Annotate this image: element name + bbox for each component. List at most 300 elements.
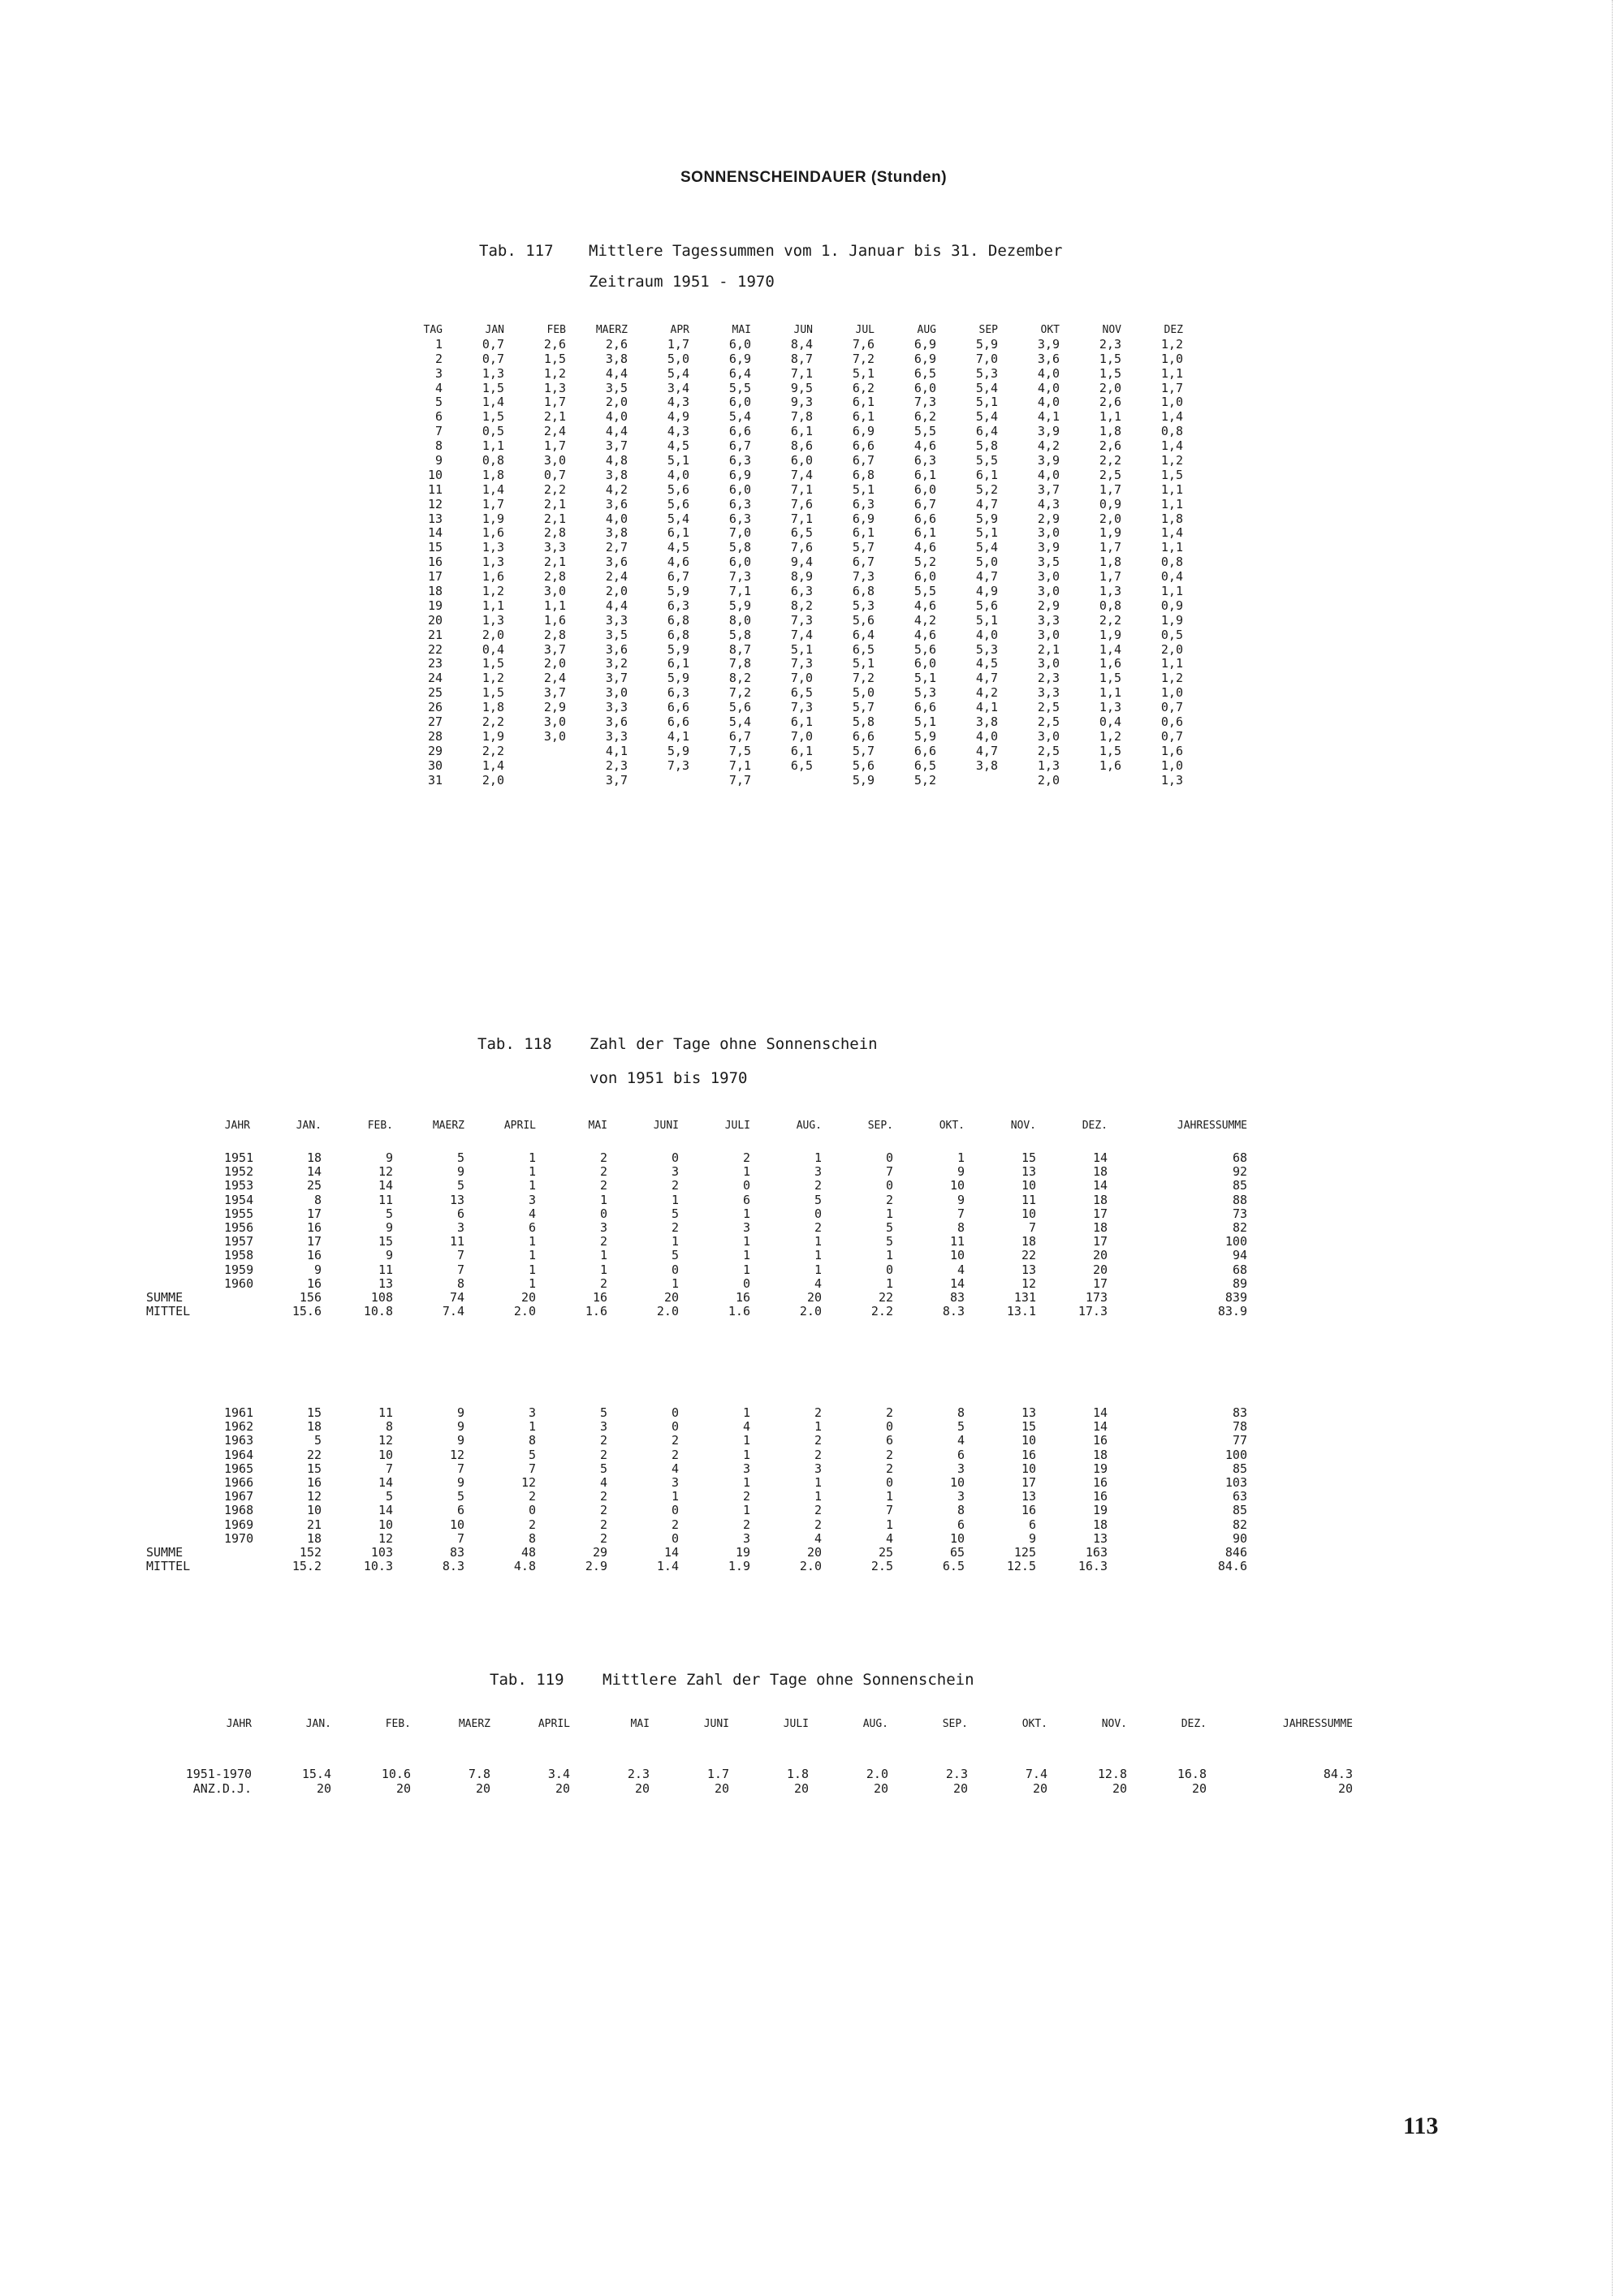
tab117-value-cell: 1,1 xyxy=(1160,584,1183,599)
tab118-value-cell: 10 xyxy=(1021,1206,1036,1221)
tab118-value-cell: 78 xyxy=(1232,1419,1247,1435)
tab117-value-cell: 3,7 xyxy=(543,641,566,657)
tab118-value-cell: 8 xyxy=(313,1192,322,1207)
tab117-row xyxy=(410,730,1183,744)
tab118-value-cell: 1 xyxy=(528,1275,536,1291)
tab117-row xyxy=(410,526,1183,541)
tab117-value-cell xyxy=(504,759,566,774)
tab119-header-cell: FEB. xyxy=(385,1718,411,1730)
tab117-value-cell: 3,8 xyxy=(605,467,628,482)
tab118-row-label xyxy=(146,1151,224,1165)
tab117-value-cell: 2,5 xyxy=(1037,714,1060,730)
tab117-value-cell: 2,6 xyxy=(1099,438,1121,454)
tab117-value-cell: 6,8 xyxy=(852,467,875,482)
tab117-value-cell: 6,6 xyxy=(914,511,936,526)
tab118-row-label xyxy=(146,1193,224,1207)
tab117-value-cell: 5,1 xyxy=(975,525,998,541)
tab118-value-cell: 7 xyxy=(885,1164,893,1180)
tab119-header-row xyxy=(162,1718,1353,1767)
tab119-count-cell: 20 xyxy=(793,1781,809,1796)
tab119-mean-cell: 3.4 xyxy=(547,1767,570,1781)
tab117-value-cell: 2,9 xyxy=(1037,598,1060,613)
tab118-value-cell: 4 xyxy=(528,1206,536,1221)
tab118-row-label xyxy=(146,1504,224,1517)
tab117-value-cell: 6,6 xyxy=(667,714,689,730)
tab118-value-cell: 4 xyxy=(814,1530,822,1546)
tab118-value-cell: 1 xyxy=(671,1275,679,1291)
tab117-value-cell: 1,5 xyxy=(1099,743,1121,758)
tab118-value-cell: 2 xyxy=(599,1150,607,1165)
tab117-value-cell: 4,6 xyxy=(667,555,689,570)
tab118-value-cell: 18 xyxy=(306,1150,322,1165)
tab118-value-cell: 7 xyxy=(1028,1219,1036,1235)
tab118-value-cell: 103 xyxy=(370,1544,393,1560)
tab117-value-cell: 1,3 xyxy=(543,380,566,395)
tab117-value-cell: 2,1 xyxy=(1037,641,1060,657)
tab117-value-cell: 6,6 xyxy=(914,700,936,715)
tab117-header-cell: JUL xyxy=(855,324,875,336)
tab119-count-cell: 20 xyxy=(1191,1781,1207,1796)
tab118-value-cell: 2.2 xyxy=(870,1304,893,1319)
tab118-value-cell: 2 xyxy=(885,1405,893,1420)
tab118-header-cell: AUG. xyxy=(796,1120,822,1132)
tab118-row-label: SUMME xyxy=(146,1289,184,1305)
tab118-header-cell: JUNI xyxy=(653,1120,679,1132)
tab117-value-cell: 0,7 xyxy=(1160,728,1183,744)
tab118-value-cell: 9 xyxy=(456,1474,464,1490)
tab117-value-cell: 3,7 xyxy=(605,438,628,454)
tab117-value-cell: 3,7 xyxy=(543,685,566,701)
tab117-header-cell: MAERZ xyxy=(595,324,628,336)
tab118-year-cell: 1952 xyxy=(224,1164,254,1180)
tab118-value-cell: 19 xyxy=(1092,1503,1108,1518)
tab118-value-cell: 18 xyxy=(1092,1447,1108,1462)
tab118-header-cell: MAI xyxy=(588,1120,607,1132)
tab117-value-cell: 1,5 xyxy=(482,656,504,671)
tab117-value-cell: 2,0 xyxy=(482,772,504,788)
tab118-value-cell: 2 xyxy=(742,1517,750,1532)
tab118-value-cell: 1 xyxy=(528,1248,536,1263)
tab118-value-cell: 3 xyxy=(528,1405,536,1420)
tab118-value-cell: 11 xyxy=(378,1262,393,1277)
tab117-value-cell: 5,3 xyxy=(852,598,875,613)
tab118-value-cell: 68 xyxy=(1232,1150,1247,1165)
tab117-value-cell: 4,1 xyxy=(1037,409,1060,425)
tab118-mittel-row xyxy=(146,1560,1247,1573)
tab118-value-cell: 16 xyxy=(306,1219,322,1235)
tab117-value-cell: 5,3 xyxy=(914,685,936,701)
tab117-value-cell: 6,5 xyxy=(790,685,813,701)
tab118-value-cell: 10 xyxy=(449,1517,464,1532)
tab117-value-cell: 1,5 xyxy=(1099,365,1121,381)
tab118-value-cell: 0 xyxy=(528,1503,536,1518)
tab117-value-cell: 4,2 xyxy=(605,481,628,497)
tab118-value-cell: 2 xyxy=(599,1489,607,1504)
tab118-value-cell: 1 xyxy=(814,1248,822,1263)
tab117-value-cell: 1,7 xyxy=(1099,540,1121,555)
tab118-value-cell: 0 xyxy=(885,1419,893,1435)
tab117-value-cell: 7,8 xyxy=(728,656,751,671)
tab117-value-cell: 1,4 xyxy=(1160,525,1183,541)
tab117-value-cell: 1,9 xyxy=(1099,525,1121,541)
tab118-value-cell: 90 xyxy=(1232,1530,1247,1546)
tab118-value-cell: 2.5 xyxy=(870,1559,893,1574)
tab118-caption-text: Zahl der Tage ohne Sonnenschein xyxy=(590,1035,878,1053)
tab117-header-cell: MAI xyxy=(732,324,751,336)
tab119-header-cell: JUNI xyxy=(703,1718,729,1730)
tab118-value-cell: 19 xyxy=(735,1544,750,1560)
tab117-value-cell: 6,3 xyxy=(914,453,936,468)
tab117-day-cell: 25 xyxy=(427,685,443,701)
tab118-value-cell: 2 xyxy=(814,1433,822,1448)
tab118-value-cell: 0 xyxy=(814,1206,822,1221)
tab118-value-cell: 1.6 xyxy=(585,1304,607,1319)
tab117-value-cell: 3,0 xyxy=(1037,525,1060,541)
tab117-value-cell: 0,7 xyxy=(482,351,504,366)
tab118-value-cell: 173 xyxy=(1085,1289,1108,1305)
tab118-value-cell: 4.8 xyxy=(513,1559,536,1574)
tab117-value-cell: 2,9 xyxy=(1037,511,1060,526)
tab118-value-cell: 3 xyxy=(671,1474,679,1490)
tab118-value-cell: 5 xyxy=(456,1178,464,1193)
tab117-value-cell: 7,6 xyxy=(790,496,813,511)
tab118-value-cell: 1 xyxy=(528,1234,536,1249)
tab118-value-cell: 1 xyxy=(599,1262,607,1277)
tab117-value-cell: 4,7 xyxy=(975,569,998,585)
tab117-value-cell: 6,1 xyxy=(790,714,813,730)
tab118-row-label xyxy=(146,1263,224,1277)
tab118-value-cell: 63 xyxy=(1232,1489,1247,1504)
tab118-value-cell: 18 xyxy=(1021,1234,1036,1249)
tab117-value-cell: 4,0 xyxy=(605,511,628,526)
tab118-value-cell: 3 xyxy=(742,1219,750,1235)
tab118-row-label xyxy=(146,1532,224,1546)
tab118-value-cell: 5 xyxy=(385,1489,393,1504)
tab117-value-cell: 4,2 xyxy=(1037,438,1060,454)
tab117-value-cell: 1,4 xyxy=(1160,438,1183,454)
tab117-value-cell: 6,6 xyxy=(914,743,936,758)
tab118-row-label xyxy=(146,1249,224,1262)
tab117-value-cell: 0,8 xyxy=(482,453,504,468)
tab117-value-cell: 7,2 xyxy=(852,671,875,686)
tab117-value-cell: 5,8 xyxy=(975,438,998,454)
tab118-value-cell: 12 xyxy=(378,1433,393,1448)
tab117-value-cell: 1,4 xyxy=(482,481,504,497)
tab117-value-cell: 7,0 xyxy=(790,728,813,744)
tab117-value-cell: 5,9 xyxy=(667,743,689,758)
tab117-value-cell: 3,6 xyxy=(605,641,628,657)
tab117-header-row xyxy=(410,323,1183,338)
tab118-value-cell: 20 xyxy=(663,1289,679,1305)
tab118-value-cell: 0 xyxy=(671,1405,679,1420)
tab118-value-cell: 125 xyxy=(1013,1544,1036,1560)
tab117-value-cell: 7,1 xyxy=(790,365,813,381)
tab117-value-cell: 1,8 xyxy=(1160,511,1183,526)
tab118-value-cell: 1 xyxy=(742,1433,750,1448)
tab118-value-cell: 18 xyxy=(1092,1192,1108,1207)
tab118-value-cell: 17.3 xyxy=(1078,1304,1108,1319)
tab118-row-label xyxy=(146,1490,224,1504)
tab117-value-cell: 2,1 xyxy=(543,409,566,425)
tab117-value-cell: 4,6 xyxy=(914,438,936,454)
tab117-value-cell: 2,3 xyxy=(1099,336,1121,352)
tab117-value-cell: 1,9 xyxy=(482,511,504,526)
tab118-value-cell: 7 xyxy=(385,1461,393,1476)
tab118-value-cell: 15 xyxy=(306,1461,322,1476)
tab117-value-cell: 5,9 xyxy=(975,336,998,352)
tab117-value-cell: 4,0 xyxy=(975,627,998,642)
tab117-value-cell: 5,1 xyxy=(914,714,936,730)
tab117-value-cell: 3,7 xyxy=(605,671,628,686)
tab118-value-cell: 2 xyxy=(814,1517,822,1532)
tab118-value-cell: 83 xyxy=(949,1289,965,1305)
tab118-header-cell: NOV. xyxy=(1010,1120,1036,1132)
tab117-value-cell: 5,5 xyxy=(914,424,936,439)
tab119-mean-cell: 12.8 xyxy=(1097,1767,1127,1781)
tab118-header-cell: DEZ. xyxy=(1082,1120,1108,1132)
tab118-value-cell: 9 xyxy=(957,1164,965,1180)
tab117-value-cell: 1,2 xyxy=(482,671,504,686)
tab117-header-cell: JUN xyxy=(793,324,813,336)
tab117-day-cell: 9 xyxy=(434,453,443,468)
tab118-row-label xyxy=(146,1406,224,1420)
tab118-value-cell: 1 xyxy=(528,1164,536,1180)
tab117-day-cell: 6 xyxy=(434,409,443,425)
tab117-value-cell: 6,0 xyxy=(914,380,936,395)
tab117-value-cell: 1,6 xyxy=(1099,757,1121,773)
tab117-value-cell: 1,6 xyxy=(1160,743,1183,758)
tab117-value-cell: 0,8 xyxy=(1099,598,1121,613)
tab117-value-cell xyxy=(751,774,813,788)
tab118-row xyxy=(146,1434,1247,1448)
tab117-row xyxy=(410,439,1183,454)
tab118-value-cell: 1 xyxy=(528,1262,536,1277)
tab117-value-cell: 8,2 xyxy=(790,598,813,613)
tab117-value-cell: 1,4 xyxy=(1160,409,1183,425)
tab117-value-cell: 7,1 xyxy=(728,584,751,599)
tab118-value-cell: 3 xyxy=(671,1164,679,1180)
tab117-value-cell: 3,9 xyxy=(1037,424,1060,439)
tab117-value-cell: 7,3 xyxy=(914,395,936,410)
tab118-value-cell: 1.6 xyxy=(728,1304,750,1319)
tab117-value-cell: 0,6 xyxy=(1160,714,1183,730)
tab117-value-cell: 0,5 xyxy=(1160,627,1183,642)
tab117-row xyxy=(410,759,1183,774)
tab117-value-cell: 5,0 xyxy=(852,685,875,701)
tab119-mean-cell: 2.3 xyxy=(627,1767,650,1781)
tab117-header-cell: DEZ xyxy=(1164,324,1183,336)
tab118-value-cell: 5 xyxy=(599,1461,607,1476)
tab118-value-cell: 1 xyxy=(742,1234,750,1249)
tab117-value-cell: 5,2 xyxy=(975,481,998,497)
tab117-value-cell: 1,7 xyxy=(1160,380,1183,395)
tab117-value-cell: 8,7 xyxy=(728,641,751,657)
tab119-header-cell: NOV. xyxy=(1101,1718,1127,1730)
tab117-day-cell: 28 xyxy=(427,728,443,744)
tab117-value-cell: 4,1 xyxy=(667,728,689,744)
tab117-caption-number: Tab. 117 xyxy=(479,242,554,260)
tab118-value-cell: 6 xyxy=(742,1192,750,1207)
tab117-day-cell: 20 xyxy=(427,612,443,628)
tab118-value-cell: 2 xyxy=(671,1517,679,1532)
tab117-row xyxy=(410,454,1183,468)
tab117-value-cell: 6,1 xyxy=(790,424,813,439)
tab118-value-cell: 5 xyxy=(313,1433,322,1448)
tab117-value-cell: 2,9 xyxy=(543,700,566,715)
tab118-value-cell: 1 xyxy=(742,1503,750,1518)
tab117-value-cell: 1,6 xyxy=(1099,656,1121,671)
tab118-value-cell: 12 xyxy=(378,1164,393,1180)
tab117-day-cell: 5 xyxy=(434,395,443,410)
tab118-value-cell: 2 xyxy=(599,1530,607,1546)
tab117-value-cell: 5,9 xyxy=(667,584,689,599)
tab118-value-cell: 6 xyxy=(957,1447,965,1462)
tab118-year-cell xyxy=(224,1546,250,1560)
tab117-day-cell: 19 xyxy=(427,598,443,613)
tab118-row-label xyxy=(146,1207,224,1221)
tab117-value-cell: 5,0 xyxy=(667,351,689,366)
tab117-value-cell: 4,4 xyxy=(605,424,628,439)
tab118-value-cell: 4 xyxy=(671,1461,679,1476)
tab117-row xyxy=(410,715,1183,730)
tab118-value-cell: 1 xyxy=(528,1150,536,1165)
tab118-year-cell: 1957 xyxy=(224,1234,254,1249)
tab117-value-cell: 5,4 xyxy=(667,511,689,526)
tab118-row xyxy=(146,1151,1247,1165)
tab118-value-cell: 8 xyxy=(957,1405,965,1420)
tab117-value-cell: 1,1 xyxy=(1160,496,1183,511)
tab118-caption-number: Tab. 118 xyxy=(477,1035,552,1053)
tab117-value-cell: 2,1 xyxy=(543,511,566,526)
tab117-value-cell: 7,2 xyxy=(852,351,875,366)
tab118-value-cell: 3 xyxy=(528,1192,536,1207)
tab118-value-cell: 2 xyxy=(528,1489,536,1504)
tab118-value-cell: 73 xyxy=(1232,1206,1247,1221)
tab118-value-cell: 13 xyxy=(1021,1262,1036,1277)
tab118-value-cell: 89 xyxy=(1232,1275,1247,1291)
tab119-mean-cell: 16.8 xyxy=(1177,1767,1207,1781)
tab117-value-cell: 1,1 xyxy=(1160,365,1183,381)
tab119-row-label: ANZ.D.J. xyxy=(192,1781,252,1796)
tab118-value-cell: 17 xyxy=(306,1206,322,1221)
tab117-value-cell: 5,1 xyxy=(790,641,813,657)
tab117-value-cell: 7,1 xyxy=(728,757,751,773)
tab117-value-cell: 7,4 xyxy=(790,467,813,482)
tab118-header-cell: SEP. xyxy=(867,1120,893,1132)
tab118-value-cell: 1 xyxy=(885,1489,893,1504)
tab117-row xyxy=(410,671,1183,686)
tab117-value-cell: 4,3 xyxy=(667,395,689,410)
tab117-value-cell: 4,1 xyxy=(975,700,998,715)
tab117-value-cell: 0,7 xyxy=(482,336,504,352)
tab117-value-cell: 5,6 xyxy=(852,612,875,628)
tab118-row xyxy=(146,1277,1247,1291)
tab117-value-cell: 3,2 xyxy=(605,656,628,671)
tab117-day-cell: 23 xyxy=(427,656,443,671)
tab119-count-cell: 20 xyxy=(555,1781,570,1796)
tab118-year-cell: 1958 xyxy=(224,1248,254,1263)
tab117-value-cell: 1,9 xyxy=(482,728,504,744)
tab118-value-cell: 19 xyxy=(1092,1461,1108,1476)
tab118-value-cell: 1 xyxy=(814,1262,822,1277)
tab118-value-cell: 83.9 xyxy=(1217,1304,1247,1319)
tab117-value-cell: 0,4 xyxy=(482,641,504,657)
tab117-value-cell: 5,4 xyxy=(728,714,751,730)
tab118-value-cell: 16 xyxy=(306,1474,322,1490)
tab117-value-cell: 2,0 xyxy=(1160,641,1183,657)
tab118-value-cell: 1 xyxy=(885,1517,893,1532)
tab118-value-cell: 839 xyxy=(1224,1289,1247,1305)
tab118-value-cell: 17 xyxy=(306,1234,322,1249)
tab117-value-cell: 1,1 xyxy=(1160,481,1183,497)
tab118-value-cell: 0 xyxy=(671,1150,679,1165)
tab118-value-cell: 6 xyxy=(1028,1517,1036,1532)
tab117-value-cell: 1,7 xyxy=(1099,569,1121,585)
tab117-value-cell: 5,1 xyxy=(914,671,936,686)
tab117-value-cell: 2,0 xyxy=(1037,772,1060,788)
tab118-value-cell: 5 xyxy=(957,1419,965,1435)
tab118-value-cell: 84.6 xyxy=(1217,1559,1247,1574)
tab118-value-cell: 12.5 xyxy=(1006,1559,1036,1574)
tab118-value-cell: 14 xyxy=(1092,1419,1108,1435)
tab118-value-cell: 2.9 xyxy=(585,1559,607,1574)
tab117-value-cell: 5,8 xyxy=(852,714,875,730)
tab117-value-cell: 6,9 xyxy=(728,467,751,482)
tab117-value-cell: 1,3 xyxy=(1099,700,1121,715)
tab117-value-cell: 5,4 xyxy=(667,365,689,381)
tab118-value-cell: 0 xyxy=(671,1262,679,1277)
tab117-value-cell: 3,0 xyxy=(1037,656,1060,671)
tab118-value-cell: 2 xyxy=(885,1192,893,1207)
tab118-value-cell: 2 xyxy=(885,1447,893,1462)
tab119-header-cell: AUG. xyxy=(862,1718,888,1730)
tab118-year-cell: 1960 xyxy=(224,1275,254,1291)
tab117-value-cell: 2,4 xyxy=(605,569,628,585)
tab117-day-cell: 17 xyxy=(427,569,443,585)
tab118-value-cell: 4 xyxy=(957,1262,965,1277)
tab119-mean-cell: 1.8 xyxy=(786,1767,809,1781)
tab118-value-cell: 0 xyxy=(742,1275,750,1291)
tab117-value-cell: 3,4 xyxy=(667,380,689,395)
tab118-value-cell: 1 xyxy=(814,1489,822,1504)
tab118-value-cell: 14 xyxy=(306,1164,322,1180)
tab117-value-cell: 6,1 xyxy=(914,525,936,541)
tab118-row xyxy=(146,1165,1247,1179)
tab118-value-cell: 20 xyxy=(806,1289,822,1305)
tab118-value-cell: 1 xyxy=(742,1248,750,1263)
tab118-value-cell: 22 xyxy=(1021,1248,1036,1263)
tab117-value-cell: 1,1 xyxy=(1099,409,1121,425)
tab117-value-cell: 6,8 xyxy=(852,584,875,599)
tab118-value-cell: 25 xyxy=(306,1178,322,1193)
tab118-value-cell: 7 xyxy=(456,1262,464,1277)
tab118-value-cell: 7 xyxy=(456,1248,464,1263)
tab117-value-cell: 6,9 xyxy=(852,511,875,526)
tab118-value-cell: 6 xyxy=(456,1503,464,1518)
tab117-value-cell: 5,9 xyxy=(914,728,936,744)
tab117-value-cell: 4,9 xyxy=(975,584,998,599)
tab117-day-cell: 7 xyxy=(434,424,443,439)
tab118-year-cell: 1953 xyxy=(224,1178,254,1193)
tab117-value-cell: 5,1 xyxy=(975,395,998,410)
tab117-value-cell: 6,7 xyxy=(914,496,936,511)
tab118-value-cell: 2 xyxy=(814,1503,822,1518)
tab117-row xyxy=(410,744,1183,759)
tab118-value-cell: 85 xyxy=(1232,1503,1247,1518)
tab118-value-cell: 2 xyxy=(814,1219,822,1235)
tab118-value-cell: 1 xyxy=(885,1275,893,1291)
tab118-year-cell xyxy=(224,1560,250,1573)
